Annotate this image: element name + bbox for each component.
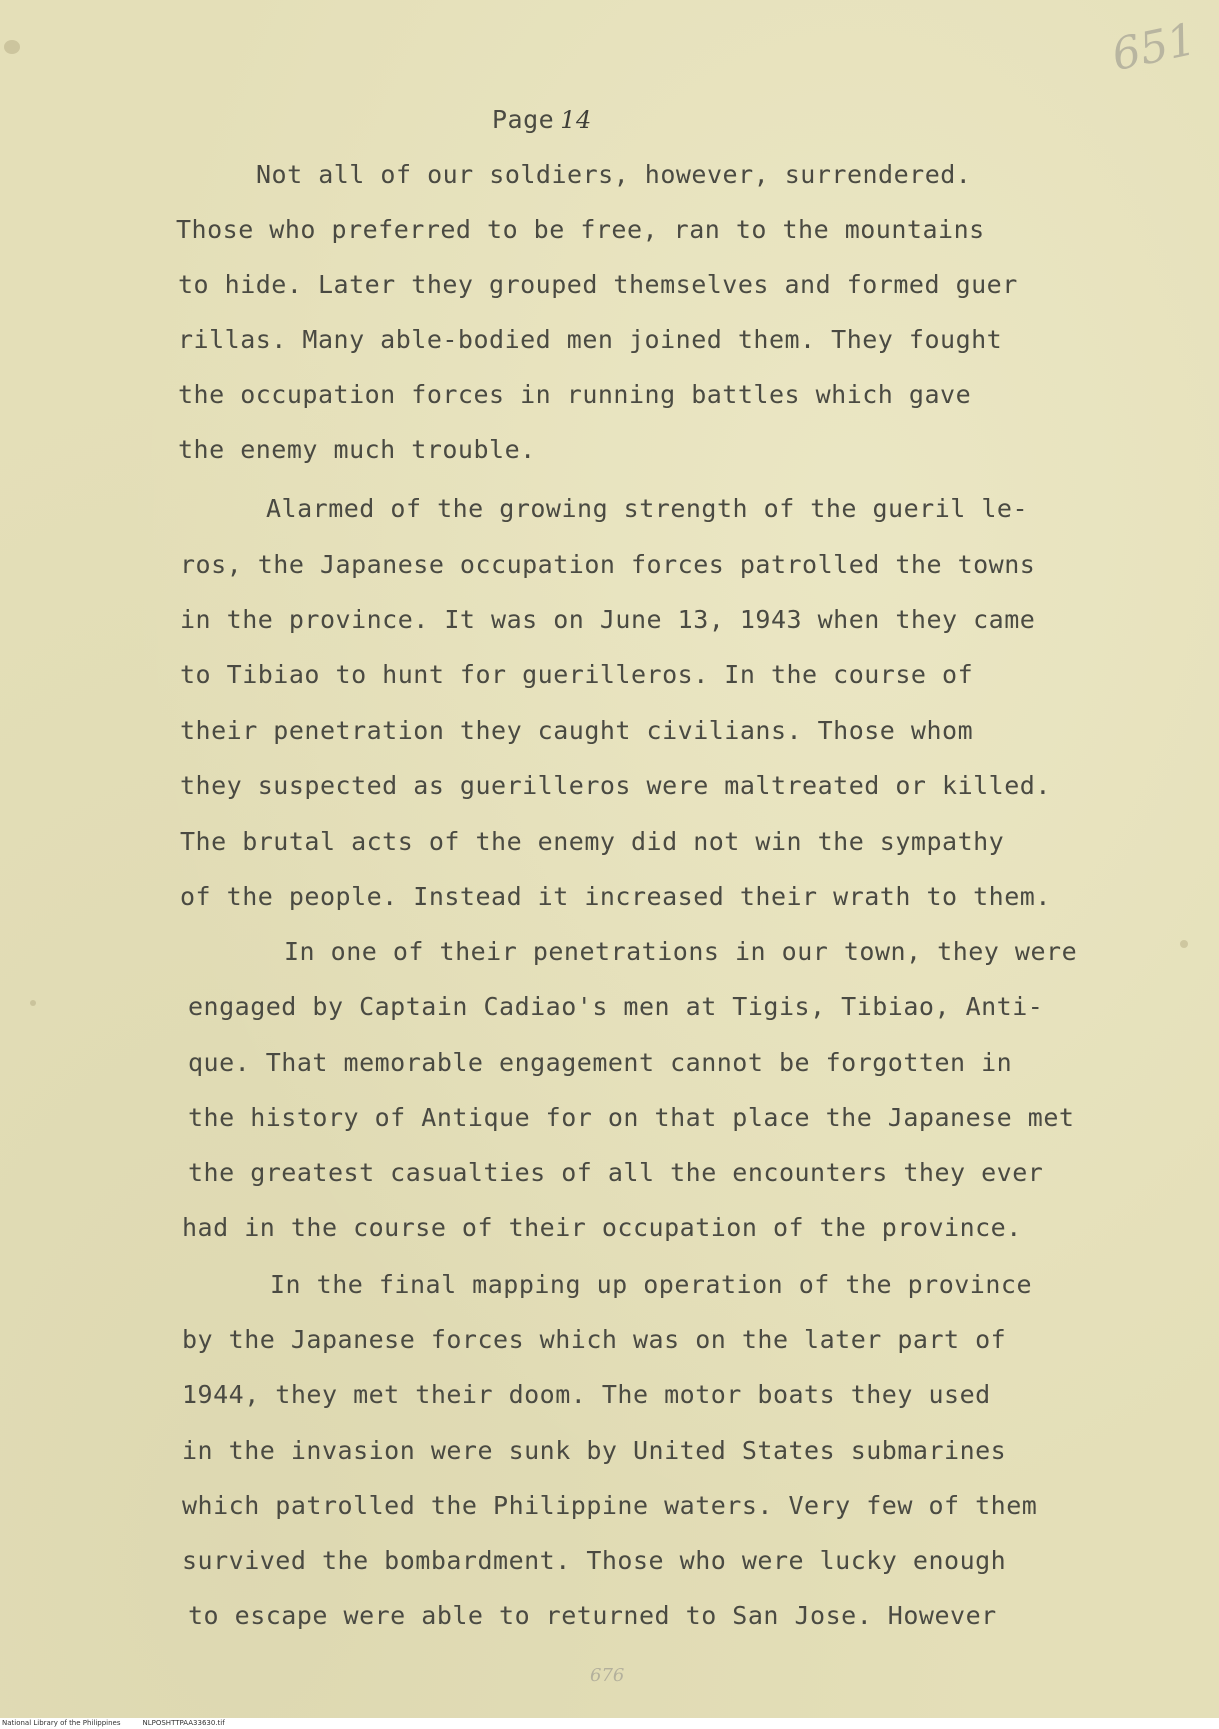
text-line: survived the bombardment. Those who were lucky enough <box>182 1546 1007 1575</box>
page-label: Page <box>492 105 555 134</box>
text-line: the enemy much trouble. <box>178 435 536 464</box>
scan-footer <box>0 1718 1219 1729</box>
text-line: In the final mapping up operation of the province <box>270 1270 1033 1299</box>
footer-file: NLPOSHTTPAA33630.tif <box>142 1719 225 1727</box>
paper-smudge <box>30 1000 36 1006</box>
text-line: the greatest casualties of all the encounters they ever <box>188 1158 1044 1187</box>
text-line: had in the course of their occupation of the province. <box>182 1213 1022 1242</box>
page-header <box>492 105 592 134</box>
text-line: by the Japanese forces which was on the later part of <box>182 1325 1007 1354</box>
text-line: que. That memorable engagement cannot be forgotten in <box>188 1048 1013 1077</box>
text-line: ros, the Japanese occupation forces patrolled the towns <box>180 550 1036 579</box>
paper-smudge <box>1180 940 1188 948</box>
footer-institution: National Library of the Philippines <box>2 1719 121 1727</box>
text-line: In one of their penetrations in our town, they were <box>284 937 1078 966</box>
text-line: Those who preferred to be free, ran to the mountains <box>176 215 985 244</box>
text-line: Not all of our soldiers, however, surrendered. <box>256 160 972 189</box>
text-line: to Tibiao to hunt for guerilleros. In the course of <box>180 660 974 689</box>
text-line: engaged by Captain Cadiao's men at Tigis, Tibiao, Anti- <box>188 992 1044 1021</box>
text-line: their penetration they caught civilians. Those whom <box>180 716 974 745</box>
page-number: 14 <box>560 106 592 134</box>
text-line: to hide. Later they grouped themselves and formed guer <box>178 270 1018 299</box>
text-line: to escape were able to returned to San Jose. However <box>188 1601 997 1630</box>
text-line: of the people. Instead it increased their wrath to them. <box>180 882 1051 911</box>
bottom-scribble: 676 <box>590 1665 625 1686</box>
text-line: 1944, they met their doom. The motor boats they used <box>182 1380 991 1409</box>
text-line: in the province. It was on June 13, 1943 when they came <box>180 605 1036 634</box>
text-line: the occupation forces in running battles which gave <box>178 380 972 409</box>
text-line: which patrolled the Philippine waters. Very few of them <box>182 1491 1038 1520</box>
text-line: in the invasion were sunk by United States submarines <box>182 1436 1007 1465</box>
corner-page-number: 651 <box>1107 13 1201 82</box>
text-line: The brutal acts of the enemy did not win the sympathy <box>180 827 1005 856</box>
text-line: Alarmed of the growing strength of the gueril le- <box>266 494 1029 523</box>
text-line: rillas. Many able-bodied men joined them. They fought <box>178 325 1003 354</box>
paper-smudge <box>4 40 20 54</box>
text-line: the history of Antique for on that place the Japanese met <box>188 1103 1075 1132</box>
text-line: they suspected as guerilleros were maltreated or killed. <box>180 771 1051 800</box>
